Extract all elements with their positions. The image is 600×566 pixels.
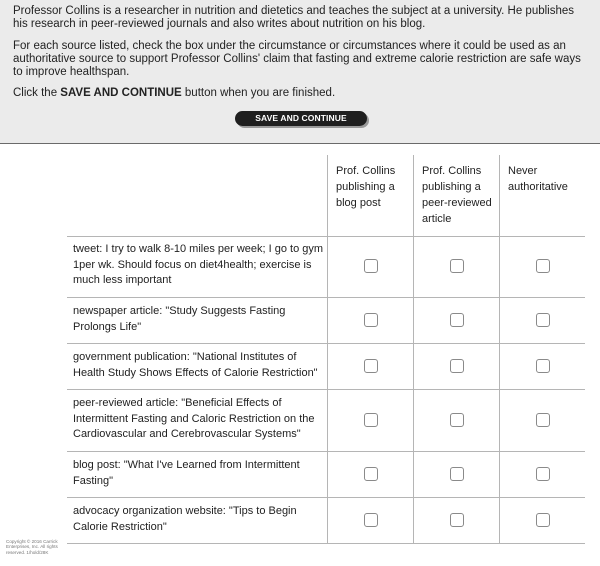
- checkbox-blog-post-blog[interactable]: [364, 467, 378, 481]
- checkbox-newspaper-peer[interactable]: [450, 313, 464, 327]
- grid-vline: [499, 155, 500, 544]
- grid-hline: [67, 343, 585, 344]
- panel-divider: [0, 143, 600, 144]
- save-and-continue-button[interactable]: SAVE AND CONTINUE: [235, 111, 367, 126]
- checkbox-tweet-never[interactable]: [536, 259, 550, 273]
- grid-hline: [67, 497, 585, 498]
- checkbox-tweet-peer[interactable]: [450, 259, 464, 273]
- column-header-peer-reviewed: Prof. Collins publishing a peer-reviewed article: [422, 165, 492, 225]
- grid-hline: [67, 451, 585, 452]
- checkbox-blog-post-peer[interactable]: [450, 467, 464, 481]
- row-label-newspaper: newspaper article: "Study Suggests Fasting Prolongs Life": [73, 305, 286, 333]
- checkbox-tweet-blog[interactable]: [364, 259, 378, 273]
- intro-paragraph-1: Professor Collins is a researcher in nutrition and dietetics and teaches the subject at a university. He publishes his research in peer-reviewed journals and also writes about nutrition on his blog.: [13, 5, 575, 30]
- row-label-government: government publication: "National Institutes of Health Study Shows Effects of Calorie Restriction": [73, 351, 318, 379]
- column-header-blog-post: Prof. Collins publishing a blog post: [336, 165, 396, 209]
- checkbox-peer-reviewed-blog[interactable]: [364, 413, 378, 427]
- checkbox-advocacy-never[interactable]: [536, 513, 550, 527]
- checkbox-newspaper-blog[interactable]: [364, 313, 378, 327]
- grid-hline: [67, 389, 585, 390]
- grid-vline: [327, 155, 328, 544]
- copyright-notice: Copyright © 2016 Carrick Enterprises, Inc. All rights reserved. 1/hold/28K: [6, 539, 58, 555]
- grid-hline: [67, 297, 585, 298]
- row-label-peer-reviewed: peer-reviewed article: "Beneficial Effects of Intermittent Fasting and Caloric Restriction on the Cardiovascular and Cerebrovascular Systems": [73, 397, 315, 440]
- intro-p3-bold: SAVE AND CONTINUE: [60, 87, 182, 99]
- checkbox-advocacy-blog[interactable]: [364, 513, 378, 527]
- checkbox-peer-reviewed-never[interactable]: [536, 413, 550, 427]
- grid-hline: [67, 236, 585, 237]
- intro-p3-prefix: Click the: [13, 87, 61, 99]
- checkbox-government-peer[interactable]: [450, 359, 464, 373]
- grid-hline: [67, 543, 585, 544]
- row-label-tweet: tweet: I try to walk 8-10 miles per week; I go to gym 1per wk. Should focus on diet4health; exercise is much less important: [73, 243, 324, 286]
- checkbox-advocacy-peer[interactable]: [450, 513, 464, 527]
- intro-paragraph-3: [13, 87, 587, 100]
- checkbox-government-never[interactable]: [536, 359, 550, 373]
- row-label-blog-post: blog post: "What I've Learned from Intermittent Fasting": [73, 459, 300, 487]
- checkbox-newspaper-never[interactable]: [536, 313, 550, 327]
- checkbox-blog-post-never[interactable]: [536, 467, 550, 481]
- intro-p3-suffix: button when you are finished.: [181, 87, 336, 99]
- checkbox-peer-reviewed-peer[interactable]: [450, 413, 464, 427]
- intro-paragraph-2: For each source listed, check the box under the circumstance or circumstances where it could be used as an authoritative source to support Professor Collins' claim that fasting and extreme calorie restriction are safe ways to improve healthspan.: [13, 40, 581, 78]
- row-label-advocacy: advocacy organization website: "Tips to Begin Calorie Restriction": [73, 505, 297, 533]
- checkbox-government-blog[interactable]: [364, 359, 378, 373]
- grid-vline: [413, 155, 414, 544]
- instructions-panel: [0, 0, 600, 143]
- column-header-never: Never authoritative: [508, 165, 568, 193]
